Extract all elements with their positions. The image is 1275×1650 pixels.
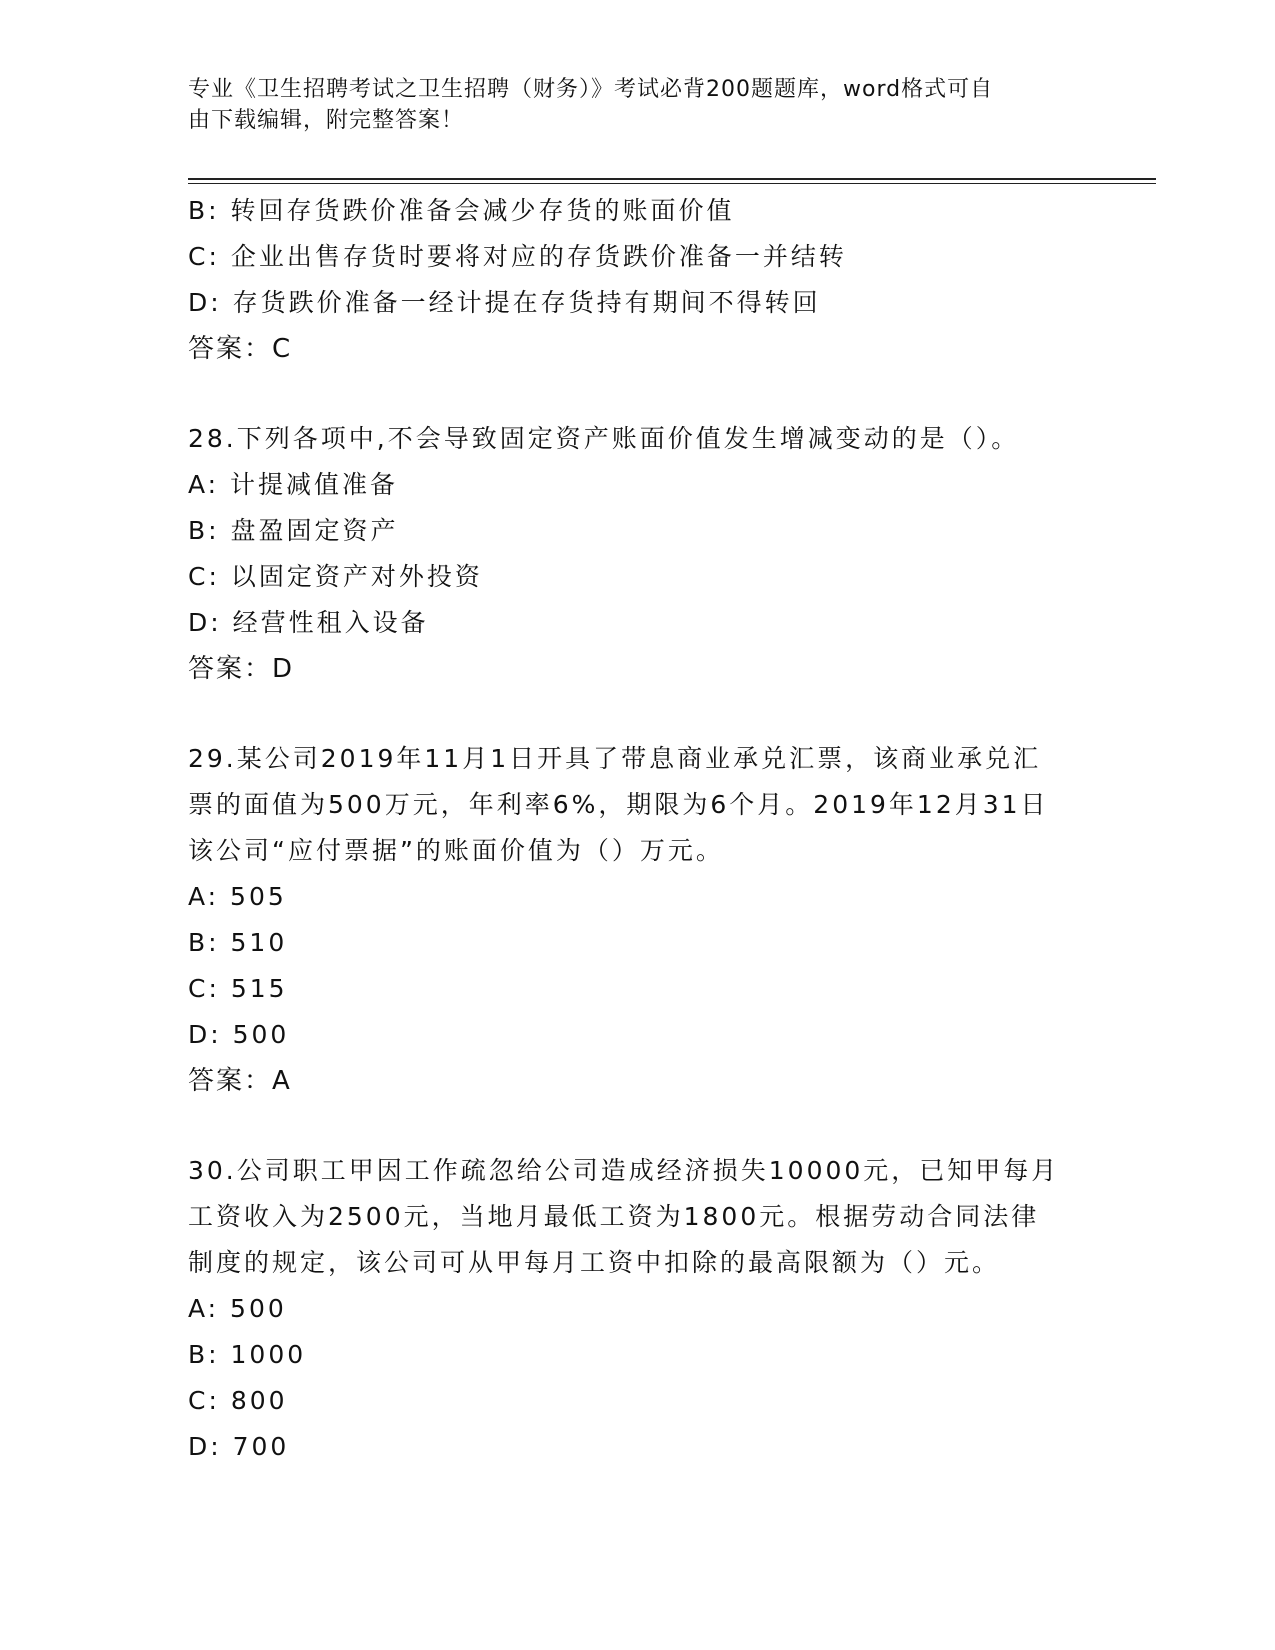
question-stem: 28.下列各项中,不会导致固定资产账面价值发生增减变动的是（）。 <box>188 424 1020 453</box>
question-30 <box>188 1148 1088 1470</box>
answer-line: 答案：C <box>188 334 293 364</box>
question-stem: 制度的规定，该公司可从甲每月工资中扣除的最高限额为（）元。 <box>188 1248 1001 1277</box>
option-a: A: 505 <box>188 882 287 911</box>
question-stem: 工资收入为2500元，当地月最低工资为1800元。根据劳动合同法律 <box>188 1202 1040 1231</box>
document-header <box>188 74 1068 136</box>
option-c: C: 800 <box>188 1386 288 1415</box>
question-stem: 该公司“应付票据”的账面价值为（）万元。 <box>188 836 724 865</box>
option-d: D: 存货跌价准备一经计提在存货持有期间不得转回 <box>188 288 821 317</box>
answer-line: 答案：D <box>188 654 295 684</box>
question-29 <box>188 736 1088 1104</box>
header-line-1: 专业《卫生招聘考试之卫生招聘（财务）》考试必背200题题库，word格式可自 <box>188 77 994 102</box>
header-divider-thin <box>188 183 1156 184</box>
option-b: B: 盘盈固定资产 <box>188 516 399 545</box>
answer-line: 答案：A <box>188 1066 292 1096</box>
option-b: B: 510 <box>188 928 288 957</box>
option-c: C: 企业出售存货时要将对应的存货跌价准备一并结转 <box>188 242 847 271</box>
document-body <box>188 188 1088 1470</box>
question-stem: 票的面值为500万元，年利率6%，期限为6个月。2019年12月31日 <box>188 790 1049 819</box>
option-d: D: 700 <box>188 1432 290 1461</box>
header-divider-thick <box>188 178 1156 180</box>
option-a: A: 计提减值准备 <box>188 470 399 499</box>
question-stem: 30.公司职工甲因工作疏忽给公司造成经济损失10000元，已知甲每月 <box>188 1156 1060 1185</box>
option-b: B: 1000 <box>188 1340 307 1369</box>
question-28 <box>188 416 1088 692</box>
question-27-remainder <box>188 188 1088 372</box>
option-c: C: 以固定资产对外投资 <box>188 562 483 591</box>
option-c: C: 515 <box>188 974 288 1003</box>
option-d: D: 500 <box>188 1020 290 1049</box>
header-line-2: 由下载编辑，附完整答案！ <box>188 108 465 133</box>
option-d: D: 经营性租入设备 <box>188 608 429 637</box>
question-stem: 29.某公司2019年11月1日开具了带息商业承兑汇票，该商业承兑汇 <box>188 744 1042 773</box>
option-b: B: 转回存货跌价准备会减少存货的账面价值 <box>188 196 735 225</box>
option-a: A: 500 <box>188 1294 287 1323</box>
